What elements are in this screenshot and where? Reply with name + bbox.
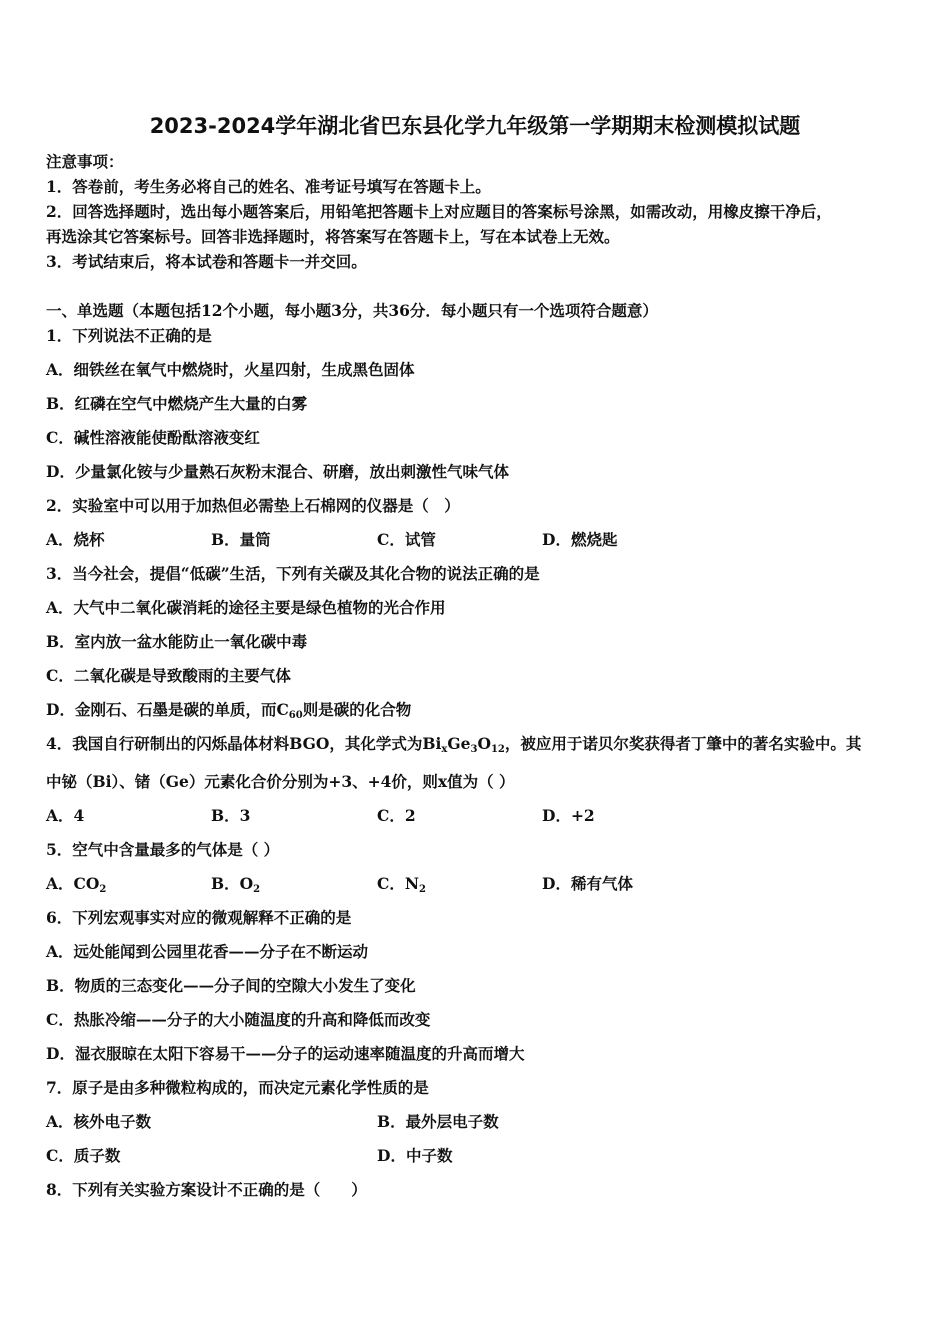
question-6-option-d: D．湿衣服晾在太阳下容易干——分子的运动速率随温度的升高而增大 [46,1044,525,1063]
question-6-stem: 6．下列宏观事实对应的微观解释不正确的是 [46,908,352,927]
q4-sub-12: 12 [490,744,505,755]
notice-heading: 注意事项： [46,152,124,171]
question-2-stem: 2．实验室中可以用于加热但必需垫上石棉网的仪器是（ ） [46,496,460,515]
question-7-option-a: A．核外电子数 [46,1112,152,1131]
q4-sub-3: 3 [470,744,478,755]
question-3-option-a: A．大气中二氧化碳消耗的途径主要是绿色植物的光合作用 [46,598,446,617]
question-5-option-a [46,874,106,894]
question-2-option-a: A．烧杯 [46,530,105,549]
question-1-option-d: D．少量氯化铵与少量熟石灰粉末混合、研磨，放出刺激性气味气体 [46,462,509,481]
q4-stem-end: ，被应用于诺贝尔奖获得者丁肇中的著名实验中。其 [504,734,862,753]
question-4-option-c: C．2 [377,806,416,825]
q3-d-text-end: 则是碳的化合物 [302,700,412,719]
question-6-option-a: A．远处能闻到公园里花香——分子在不断运动 [46,942,369,961]
q3-d-subscript: 60 [288,710,303,721]
question-2-option-c: C．试管 [377,530,436,549]
question-8-stem: 8．下列有关实验方案设计不正确的是（ ） [46,1180,367,1199]
question-5-option-c [377,874,426,894]
question-1-option-a: A．细铁丝在氧气中燃烧时，火星四射，生成黑色固体 [46,360,415,379]
question-1-option-b: B．红磷在空气中燃烧产生大量的白雾 [46,394,308,413]
question-7-option-c: C．质子数 [46,1146,121,1165]
question-7-option-b: B．最外层电子数 [377,1112,499,1131]
notice-item-2-cont: 再选涂其它答案标号。回答非选择题时，将答案写在答题卡上，写在本试卷上无效。 [46,227,620,246]
q5-a-text: A．CO [46,874,100,893]
question-4-option-a: A．4 [46,806,85,825]
question-4-option-b: B．3 [211,806,251,825]
notice-item-3: 3．考试结束后，将本试卷和答题卡一并交回。 [46,252,367,271]
question-5-stem: 5．空气中含量最多的气体是（ ） [46,840,280,859]
question-4-option-d: D．+2 [542,806,595,825]
question-1-stem: 1．下列说法不正确的是 [46,326,212,345]
q5-b-sub: 2 [253,884,261,895]
question-2-option-b: B．量筒 [211,530,271,549]
section-heading: 一、单选题（本题包括12个小题，每小题3分，共36分．每小题只有一个选项符合题意） [46,301,658,320]
question-7-option-d: D．中子数 [377,1146,453,1165]
q3-d-text: D．金刚石、石墨是碳的单质，而C [46,700,289,719]
q5-b-text: B．O [211,874,254,893]
question-1-option-c: C．碱性溶液能使酚酞溶液变红 [46,428,260,447]
question-3-stem: 3．当今社会，提倡“低碳”生活，下列有关碳及其化合物的说法正确的是 [46,564,540,583]
question-3-option-b: B．室内放一盆水能防止一氧化碳中毒 [46,632,308,651]
q4-ge: Ge [447,734,471,753]
notice-item-2: 2．回答选择题时，选出每小题答案后，用铅笔把答题卡上对应题目的答案标号涂黑，如需改动，用橡皮擦干净后， [46,202,832,221]
question-5-option-b [211,874,260,894]
q4-stem-text: 4．我国自行研制出的闪烁晶体材料BGO，其化学式为Bi [46,734,442,753]
q5-c-sub: 2 [419,884,426,895]
question-3-option-d [46,700,411,720]
q5-a-sub: 2 [99,884,107,895]
notice-item-1: 1．答卷前，考生务必将自己的姓名、准考证号填写在答题卡上。 [46,177,491,196]
question-7-stem: 7．原子是由多种微粒构成的，而决定元素化学性质的是 [46,1078,429,1097]
question-5-option-d: D．稀有气体 [542,874,633,893]
q4-o: O [477,734,491,753]
question-2-option-d: D．燃烧匙 [542,530,618,549]
question-4-stem [46,734,861,754]
question-4-stem-cont: 中铋（Bi）、锗（Ge）元素化合价分别为+3、+4价，则x值为（ ） [46,772,515,791]
question-3-option-c: C．二氧化碳是导致酸雨的主要气体 [46,666,291,685]
q5-c-text: C．N [377,874,420,893]
page-title: 2023-2024学年湖北省巴东县化学九年级第一学期期末检测模拟试题 [149,114,801,138]
question-6-option-c: C．热胀冷缩——分子的大小随温度的升高和降低而改变 [46,1010,431,1029]
question-6-option-b: B．物质的三态变化——分子间的空隙大小发生了变化 [46,976,416,995]
q4-sub-x: x [441,744,448,755]
